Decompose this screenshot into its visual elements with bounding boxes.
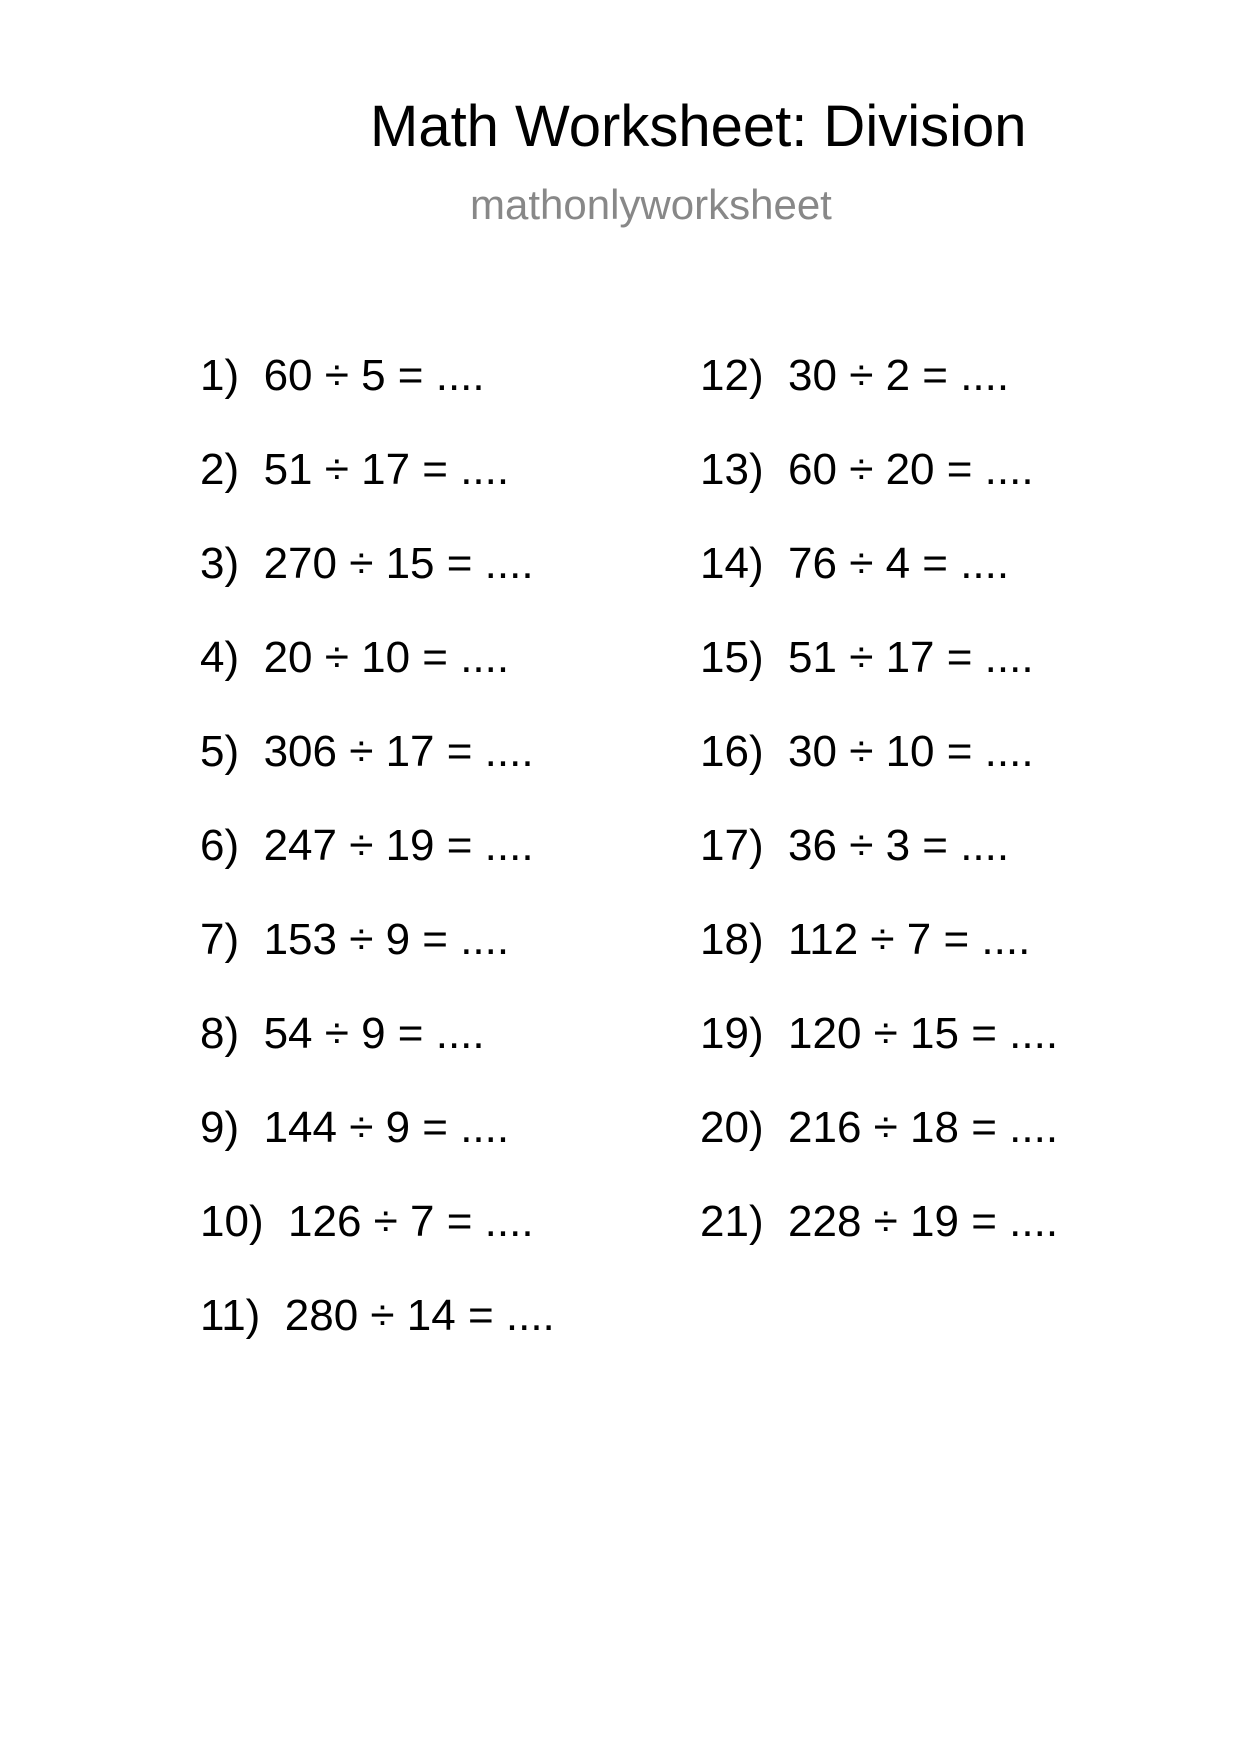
- problem-9: 9) 144 ÷ 9 = ....: [200, 1103, 510, 1152]
- worksheet-subtitle: mathonlyworksheet: [470, 181, 832, 228]
- problem-13: 13) 60 ÷ 20 = ....: [700, 445, 1034, 494]
- problem-7: 7) 153 ÷ 9 = ....: [200, 915, 510, 964]
- problem-18: 18) 112 ÷ 7 = ....: [700, 915, 1031, 964]
- problem-1: 1) 60 ÷ 5 = ....: [200, 351, 485, 400]
- problem-14: 14) 76 ÷ 4 = ....: [700, 539, 1010, 588]
- problem-19: 19) 120 ÷ 15 = ....: [700, 1009, 1059, 1058]
- problem-17: 17) 36 ÷ 3 = ....: [700, 821, 1010, 870]
- problem-2: 2) 51 ÷ 17 = ....: [200, 445, 510, 494]
- problem-21: 21) 228 ÷ 19 = ....: [700, 1197, 1059, 1246]
- problem-12: 12) 30 ÷ 2 = ....: [700, 351, 1010, 400]
- problem-8: 8) 54 ÷ 9 = ....: [200, 1009, 485, 1058]
- problem-3: 3) 270 ÷ 15 = ....: [200, 539, 534, 588]
- problem-5: 5) 306 ÷ 17 = ....: [200, 727, 534, 776]
- problem-6: 6) 247 ÷ 19 = ....: [200, 821, 534, 870]
- problem-11: 11) 280 ÷ 14 = ....: [200, 1291, 555, 1340]
- problem-4: 4) 20 ÷ 10 = ....: [200, 633, 510, 682]
- problem-15: 15) 51 ÷ 17 = ....: [700, 633, 1034, 682]
- problem-20: 20) 216 ÷ 18 = ....: [700, 1103, 1059, 1152]
- problem-10: 10) 126 ÷ 7 = ....: [200, 1197, 534, 1246]
- problem-16: 16) 30 ÷ 10 = ....: [700, 727, 1034, 776]
- worksheet-title: Math Worksheet: Division: [370, 94, 1027, 159]
